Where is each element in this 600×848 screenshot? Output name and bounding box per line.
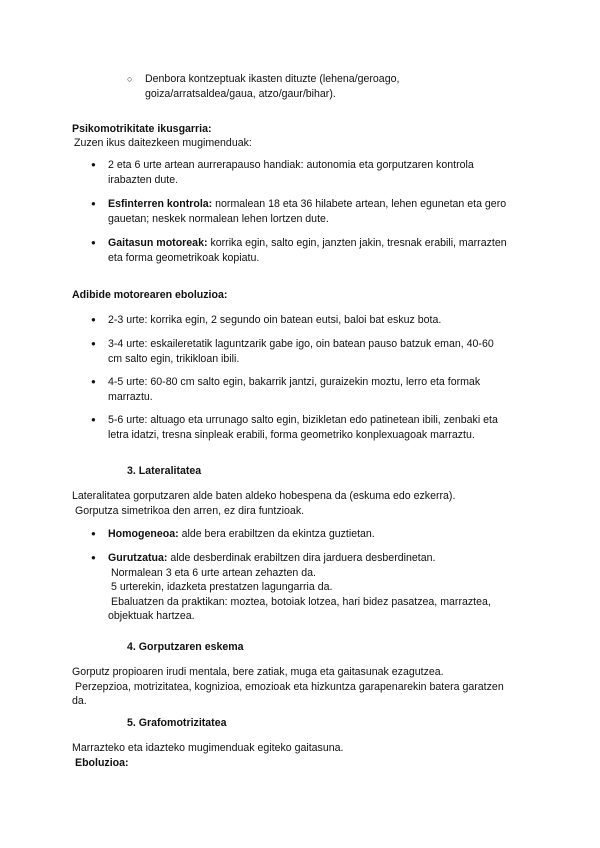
text-line: eta forma geometrikoak kopiatu. — [108, 251, 260, 264]
text-line: ○ Denbora kontzeptuak ikasten dituzte (lehena/geroago, — [145, 73, 400, 85]
bullet-text: alde bera erabiltzen da ekintza guztietan. — [178, 528, 375, 540]
bullet-bold-label: Homogeneoa: — [108, 528, 179, 540]
bullet-text: alde desberdinak erabiltzen dira jarduera desberdinetan. — [167, 552, 436, 564]
text-line: Marrazteko eta idazteko mugimenduak egiteko gaitasuna. — [72, 742, 344, 754]
text-line — [108, 236, 528, 251]
text-line: marraztu. — [108, 390, 153, 403]
grafo-paragraph — [72, 741, 542, 770]
text-line: letra idatzi, tresna sinpleak erabili, forma geometriko konplexuagoak marraztu. — [108, 428, 475, 441]
sub-bullet-time-concepts — [145, 72, 525, 101]
bullet-gurutzatua — [108, 551, 528, 624]
section-title-psikomotrikitate: Psikomotrikitate ikusgarria: — [72, 123, 212, 135]
lateralitatea-paragraph — [72, 489, 542, 518]
text-line: gauetan; neskek normalean lehen lortzen dute. — [108, 212, 329, 225]
text-line: goiza/arratsaldea/gaua, atzo/gaur/bihar). — [145, 87, 336, 100]
text-line: Normalean 3 eta 6 urte artean zehazten da. — [111, 566, 316, 579]
text-line: ● 3-4 urte: eskaileretatik laguntzarik gabe igo, oin batean pauso batzuk eman, 40-60 — [108, 338, 494, 350]
section-intro: Zuzen ikus daitezkeen mugimenduak: — [74, 137, 252, 149]
text-line: ● 5-6 urte: altuago eta urrunago salto egin, bizikletan edo patinetean ibili, zenbaki eta — [108, 414, 498, 426]
bullet-bold-label: Gaitasun motoreak: — [108, 237, 208, 249]
text-line: ● 2-3 urte: korrika egin, 2 segundo oin batean eutsi, baloi bat eskuz bota. — [108, 314, 442, 326]
bullet-bold-label: Esfinterren kontrola: — [108, 198, 213, 210]
text-line — [108, 197, 528, 212]
text-line: Lateralitatea gorputzaren alde baten aldeko hobespena da (eskuma edo ezkerra). — [72, 490, 456, 502]
section-title-adibide: Adibide motorearen eboluzioa: — [72, 289, 228, 301]
text-line: Ebaluatzen da praktikan: moztea, botoiak lotzea, hari bidez pasatzea, marraztea, — [111, 595, 491, 608]
bullet-esfinterren — [108, 197, 528, 226]
bullet-text: normalean 18 eta 36 hilabete artean, lehen egunetan eta gero — [212, 198, 507, 210]
bullet-bold-label: Gurutzatua: — [108, 552, 168, 564]
text-line: Gorputza simetrikoa den arren, ez dira funtzioak. — [75, 504, 305, 517]
text-line: objektuak hartzea. — [108, 610, 195, 622]
text-line: ● 4-5 urte: 60-80 cm salto egin, bakarrik jantzi, guraizekin moztu, lerro eta formak — [108, 376, 481, 388]
text-line: cm salto egin, trikikloan ibili. — [108, 352, 240, 365]
bullet-4-5-urte — [108, 375, 528, 404]
text-line: ● 2 eta 6 urte artean aurrerapauso handiak: autonomia eta gorputzaren kontrola — [108, 159, 474, 171]
text-line: 5 urterekin, idazketa prestatzen lagungarria da. — [111, 581, 333, 593]
text-line: Gorputz propioaren irudi mentala, bere zatiak, muga eta gaitasunak ezagutzea. — [72, 666, 444, 678]
heading-lateralitatea: 3. Lateralitatea — [127, 465, 202, 477]
text-line — [108, 551, 528, 566]
heading-grafomotrizitatea: 5. Grafomotrizitatea — [127, 717, 227, 729]
text-line-bold: Eboluzioa: — [75, 756, 129, 769]
eskema-paragraph — [72, 665, 542, 709]
bullet-autonomia — [108, 158, 528, 187]
heading-gorputzaren-eskema: 4. Gorputzaren eskema — [127, 641, 244, 653]
bullet-3-4-urte — [108, 337, 528, 366]
bullet-5-6-urte — [108, 413, 528, 442]
text-line: Perzepzioa, motrizitatea, kognizioa, emozioak eta hizkuntza garapenarekin batera garatzen — [75, 680, 504, 693]
bullet-homogeneoa — [108, 527, 528, 542]
text-line — [108, 527, 528, 542]
text-line: da. — [72, 695, 87, 707]
bullet-text: korrika egin, salto egin, janzten jakin, tresnak erabili, marrazten — [207, 237, 507, 249]
bullet-2-3-urte — [108, 313, 528, 328]
bullet-gaitasun-motoreak — [108, 236, 528, 265]
text-line: irabazten dute. — [108, 173, 179, 186]
